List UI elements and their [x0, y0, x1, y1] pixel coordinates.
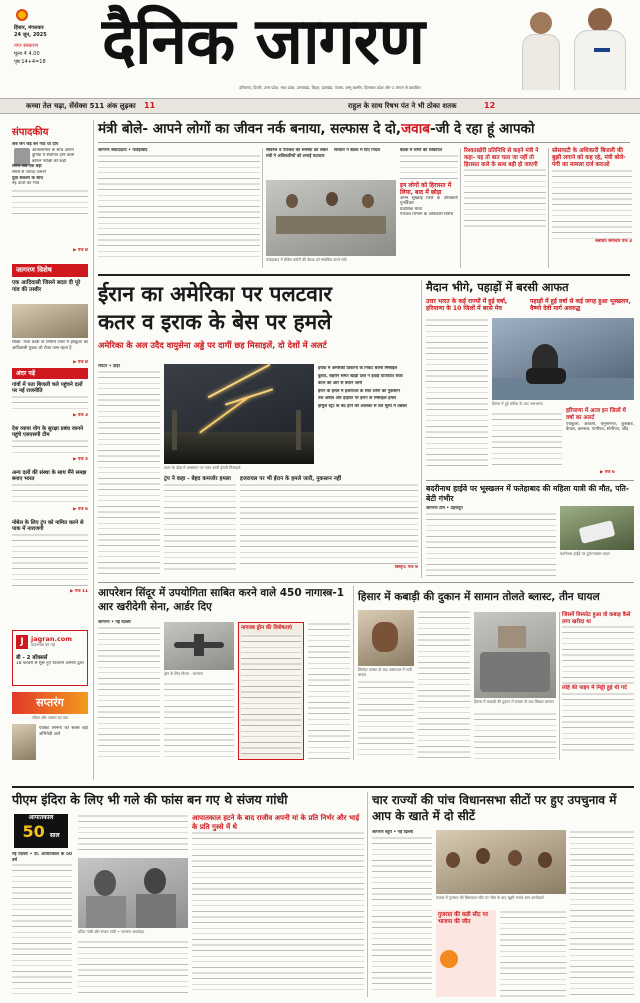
emergency-body: नई दिल्ली • डॉ. आपातकाल के 50 वर्ष: [12, 852, 72, 997]
right-top-story[interactable]: रिश्वतखोरी प्रतिनिधि से कहने मंत्री ने कहा- यह तो बात चला जा नहीं तो हिरासत वाले के साथ बड़ी हो जाएगी: [464, 148, 546, 268]
emergency-intro: [78, 814, 188, 854]
weather-alert-box: हरियाणा में आज इन जिलों में वर्षा का अलर्ट पंचकूला, अंबाला, यमुनानगर, कुरुक्षेत्र, कैथल, करनाल, पानीपत, सोनीपत, जींद: [566, 408, 634, 433]
jagran-com-box[interactable]: [12, 630, 88, 686]
hisar-body-2: [358, 680, 414, 760]
hisar-photo-1-caption: सिलेंडर ब्लास्ट के बाद अस्पताल में भर्ती घायल: [358, 667, 412, 677]
andar-head: अंदर पढ़ें: [12, 368, 88, 379]
iran-photo: [164, 364, 314, 464]
badrinath-photo-caption: बदरीनाथ हाईवे पर दुर्घटनाग्रस्त वाहन: [560, 551, 611, 556]
right-top-story-2[interactable]: सोसायटी के अधिकारी बिजली की बुझी लगाने को कह रहे, मंत्री बोले- पंगी का मामला दर्ज कराओ संबंधित समाचार पेज 3: [552, 148, 632, 244]
teaser-left[interactable]: कच्चा तेल चढ़ा, सेंसेक्स 511 अंक लुढ़का: [26, 102, 136, 110]
iran-deck: अमेरिका के अल उदैद वायुसेना अड्डे पर दागीं छह मिसाइलें, दो देशों में अलर्ट: [98, 340, 327, 350]
andar-item[interactable]: गांवों में पता बिजली चले पहुंचने दलों पर नई राजनीति ▶ पेज 3: [12, 382, 88, 418]
editorial-list: जब जेन जेड़ बन गया था दीप आत्मसम्मान के साथ आपने दुनिया में स्थापित होने वाली कठिन परीक्षा की कड़ी समय जब एक बड़ी संघर्ष से ज्यादा जरूरी युवा संकल्प के साथ नई ऊर्जा का भाव: [12, 142, 88, 215]
vishesh-photo: [12, 304, 88, 338]
sindoor-box: नागास्त्र ड्रोन की विशेषताएं: [238, 622, 304, 760]
emergency-subhead-box: आपातकाल हटने के बाद राजीव अपनी मां के प्रति निर्भर और भाई के प्रति गुस्से में थे: [192, 814, 364, 997]
teaser-bar: [0, 98, 640, 114]
sindoor-drone-photo: [164, 622, 234, 670]
editorial-head: संपादकीय: [12, 127, 49, 138]
bollywood-title: बी - 2 बॉक्सर्स: [16, 655, 48, 661]
iran-israel-col: इजरायल पर भी ईरान के हमले जारी, नुकसान नहीं विस्तृत: पेज 9: [240, 476, 418, 570]
lead-body: जागरण संवाददाता • फतेहाबाद: [98, 148, 260, 258]
andar-item[interactable]: देश व्यापा योग के सुरक्षा प्रबंध जानने पहुंचे एसएसपी टीम ▶ पेज 5: [12, 426, 88, 462]
emergency-body-2: [78, 940, 188, 997]
emergency-photo: [78, 858, 188, 928]
saptrang-body: पत्रिका सिनेमा की सबसे बड़ी अभिनेत्री आने: [39, 726, 88, 737]
iran-body-left: रायटर • दोहा: [98, 364, 160, 576]
weather-deck-a: उत्तर भारत के कई राज्यों में हुई वर्षा, हरियाणा के 10 जिलों में बरसे मेघ: [426, 298, 508, 313]
andar-item[interactable]: नोबेल के लिए ट्रंप को नामित करने से पाक में नाराजगी ▶ पेज 11: [12, 520, 88, 594]
sindoor-body: जागरण • नई दिल्ली: [98, 620, 160, 760]
iran-headline-1[interactable]: ईरान का अमेरिका पर पलटवार: [98, 282, 332, 306]
hisar-body-3: [474, 712, 556, 760]
masthead: [0, 0, 640, 98]
saptrang-photo: [12, 724, 36, 760]
iran-photo-caption: कतर के दोहा में आसमान पर नजर आती ईरानी मिसाइलें: [164, 465, 241, 470]
editorial-page-ref[interactable]: ▶ पेज 8: [73, 248, 88, 253]
saptrang-title: सप्तरंग: [12, 692, 88, 714]
saptrang-box[interactable]: [12, 692, 88, 772]
sindoor-body-2: [164, 682, 234, 760]
edition-day: हिंसार, मंगलवार: [14, 25, 44, 31]
emergency-headline[interactable]: पीएम इंदिरा के लिए भी गले की फांस बन गए थे संजय गांधी: [12, 792, 288, 807]
lead-subhead-box: बैठक में लोगों की शिकायत इन लोगों को हिरासत में लिया, बाद में छोड़ा अमन सुख्ताई जिले के अधिकारी पुनर्विचार प्रादेशिक मोर्चा पेयजल विभाग के अधिकारी विरोध: [400, 148, 458, 218]
newspaper-title: दैनिक जागरण: [102, 5, 425, 79]
cricketer-photo-left: [518, 6, 566, 90]
badrinath-photo: [560, 506, 634, 550]
hisar-headline[interactable]: हिसार में कबाड़ी की दुकान में सामान तोलते ब्लास्ट, तीन घायल: [358, 591, 600, 603]
lead-headline[interactable]: मंत्री बोले- आपने लोगों का जीवन नर्क बनाया, सल्फास दे दो,जवाब-जी दे रहा हूं आपको: [98, 121, 535, 137]
elections-box: गुजरात की कडी सीट पर भाजपा की जीत: [436, 910, 496, 997]
hisar-photo-1: [358, 610, 414, 666]
edition-name: नगर संस्करण: [14, 43, 39, 49]
weather-body: [426, 318, 488, 468]
hisar-photo-2-caption: हिसार में कबाड़ी की दुकान में ब्लास्ट के बाद बिखरा सामान: [474, 699, 554, 704]
badrinath-body: जागरण टीम • देहरादून: [426, 506, 556, 578]
weather-page-ref[interactable]: ▶ पेज 6: [600, 470, 615, 475]
elections-photo-caption: पंजाब में गुजरात की विसावदर सीट पर जीत के बाद खुशी मनाते आप कार्यकर्ता: [436, 895, 544, 900]
teaser-right[interactable]: राहुल के साथ रिषभ पंत ने भी ठोका शतक: [348, 102, 457, 110]
cricketer-photo-right: [568, 6, 634, 90]
saptrang-sub: जीवन और आराम का पता: [31, 715, 69, 720]
sindoor-headline[interactable]: आपरेशन सिंदूर में उपयोगिता साबित करने वाले 450 नागास्त्र-1 आर खरीदेगी सेना, आर्डर दिए: [98, 587, 345, 613]
sindoor-body-3: [308, 622, 350, 760]
iran-headline-2[interactable]: कतर व इराक के बेस पर हमले: [98, 310, 332, 334]
weather-deck-b: पहाड़ों में हुई वर्षा से कई जगह हुआ भूस्खलन, वैष्णो देवी मार्ग अवरुद्ध: [530, 298, 631, 313]
bollywood-body: 18 फरवरी से शुरू हुए विजयन अमरेश द्वारा: [16, 661, 84, 666]
elections-body-2: [500, 910, 566, 997]
jagran-com-logo-icon: J: [16, 635, 28, 649]
masthead-logo-icon: [16, 9, 28, 21]
party-symbol-icon: [440, 950, 458, 968]
lead-points: सीवरेज व पेयजल की समस्या को लेकर मंत्री ने अधिकारियों को लगाई फटकार सरकार ने बैठक में दिए निर्देश: [266, 148, 380, 159]
edition-pages: पृष्ठ 14+4=18: [14, 59, 46, 65]
lead-subhead[interactable]: इन लोगों को हिरासत में लिया, बाद में छोड़ा: [400, 181, 452, 196]
andar-item[interactable]: अन्य दलों की संस्था के साथ मैंने समझ बनाए भारत ▶ पेज 6: [12, 470, 88, 512]
teaser-left-page: 11: [144, 101, 156, 110]
teaser-right-page: 12: [484, 101, 496, 110]
iran-trump-col: ट्रंप ने कहा - बेहद कमजोर हमला: [164, 476, 236, 576]
weather-body-2: [492, 412, 562, 468]
edition-price: मूल्य ₹ 4.00: [14, 51, 40, 57]
weather-photo: [492, 318, 634, 400]
vishesh-title[interactable]: एक आदिवासी जिसने बदल दी पूरे गांव की तस्वीर: [12, 280, 81, 293]
right-bottom-story[interactable]: जिसमें विस्फोट हुआ वो कबाड़ कैसे लगा खरीदा था लोहे की पाइप में मिट्टी हुई थी गर्द: [562, 612, 634, 760]
emergency-photo-caption: इंदिरा गांधी और संजय गांधी • जागरण आर्काइव: [78, 929, 144, 934]
elections-body-3: [570, 830, 634, 997]
jagran-vishesh-head: जागरण विशेष: [12, 264, 88, 277]
lead-photo: [266, 180, 396, 256]
jagran-com-sub: डाउनलोड कर पढ़ें: [31, 642, 55, 647]
hisar-body: [418, 610, 470, 760]
elections-body: जागरण ब्यूरो • नई दिल्ली: [372, 830, 432, 997]
editions-line: हरियाणा, दिल्ली, उत्तर प्रदेश, मध्य प्रदेश, उत्तराखंड, बिहार, झारखंड, पंजाब, जम्मू कश्मीर, हिमाचल प्रदेश और प. बंगाल से प्रकाशित: [239, 85, 421, 90]
jagran-com-label: jagran.com: [31, 635, 73, 643]
vishesh-body: शिक्षा: मध्य प्रदेश के नियमो जिले में झाबुआ का आदिवासी युवक जो रोज़ा पास रहता है: [12, 340, 88, 351]
hisar-photo-2: [474, 612, 556, 698]
iran-bullets: इराक में अमेरिकी ठिकानों के निकट बरसी मिसाइलें कुवैत, बहरीन समेत खाड़ी देशों ने हवाई यातायात रोका कतर की ओर से बयान जारी ईरान के हमले में इजरायल के सात लोगों को नुकसान तेल अवीव और हाइफा पर ईरान के मिसाइल हमले होर्मुज स्ट्रेट के बंद होने की आशंका से तेल मूल्य में उछाल: [318, 366, 407, 409]
vishesh-page-ref[interactable]: ▶ पेज 8: [73, 360, 88, 365]
elections-headline[interactable]: चार राज्यों की पांच विधानसभा सीटों पर हुए उपचुनाव में आप के खाते में दो सीटें: [372, 793, 617, 823]
sidebar: [12, 120, 88, 780]
elections-photo: [436, 830, 566, 894]
lead-photo-caption: फतेहाबाद में ग्रीवेंस कमेटी की बैठक को संबोधित करते मंत्री: [266, 257, 347, 262]
edition-date: 24 जून, 2025: [14, 32, 47, 38]
badrinath-headline[interactable]: बदरीनाथ हाईवे पर भूस्खलन में फतेहाबाद की महिला यात्री की मौत, पति-बेटी गंभीर: [426, 484, 630, 503]
weather-headline[interactable]: मैदान भीगे, पहाड़ों में बरसी आफत: [426, 281, 569, 294]
sindoor-photo-caption: ड्रोन के लिए नियम - जागरण: [164, 671, 203, 676]
weather-photo-caption: हिसार में हुई बारिश के बाद जलभराव: [492, 401, 543, 406]
emergency-tag: आपातकाल 50 साल: [14, 814, 68, 848]
